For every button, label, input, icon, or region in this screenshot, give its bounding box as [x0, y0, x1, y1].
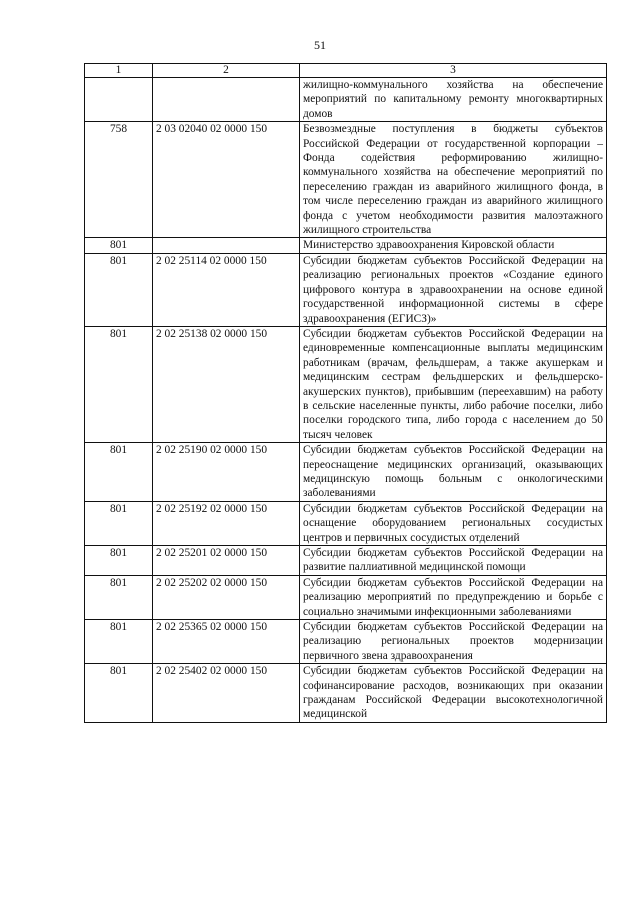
table-row [85, 575, 607, 619]
table-row [85, 122, 607, 238]
admin-code-cell: 801 [85, 501, 153, 545]
header-col-1: 1 [85, 64, 153, 78]
header-col-2: 2 [153, 64, 300, 78]
revenue-name-cell: жилищно-коммунального хозяйства на обеспечение мероприятий по капитальному ремонту многоквартирных домов [300, 78, 607, 122]
budget-code-cell: 2 02 25402 02 0000 150 [153, 664, 300, 723]
table-row [85, 443, 607, 502]
budget-code-cell: 2 02 25190 02 0000 150 [153, 443, 300, 502]
revenue-name-cell: Субсидии бюджетам субъектов Российской Федерации на единовременные компенсационные выплаты медицинским работникам (врачам, фельдшерам, а также акушеркам и медицинским сестрам фельдшерских и фельдшерско-акушерских пунктов), прибывшим (переехавшим) на работу в сельские населенные пункты, либо рабочие поселки, либо поселки городского типа, либо города с населением до 50 тысяч человек [300, 326, 607, 442]
table-row [85, 664, 607, 723]
admin-code-cell: 801 [85, 546, 153, 576]
budget-code-cell: 2 02 25192 02 0000 150 [153, 501, 300, 545]
revenue-name-cell: Субсидии бюджетам субъектов Российской Федерации на переоснащение медицинских организаций, оказывающих медицинскую помощь больным с онкологическими заболеваниями [300, 443, 607, 502]
admin-code-cell: 801 [85, 443, 153, 502]
revenue-name-cell: Безвозмездные поступления в бюджеты субъектов Российской Федерации от государственной корпорации – Фонда содействия реформированию жилищно-коммунального хозяйства на обеспечение мероприятий по переселению граждан из аварийного жилищного фонда, в том числе переселению граждан из аварийного жилищного фонда с учетом необходимости развития малоэтажного жилищного строительства [300, 122, 607, 238]
admin-code-cell: 801 [85, 238, 153, 253]
admin-code-cell: 801 [85, 620, 153, 664]
budget-code-cell: 2 03 02040 02 0000 150 [153, 122, 300, 238]
admin-code-cell: 758 [85, 122, 153, 238]
admin-code-cell: 801 [85, 664, 153, 723]
revenue-name-cell: Субсидии бюджетам субъектов Российской Федерации на софинансирование расходов, возникающих при оказании гражданам Российской Федерации высокотехнологичной медицинской [300, 664, 607, 723]
header-col-3: 3 [300, 64, 607, 78]
admin-code-cell [85, 78, 153, 122]
table-header-row [85, 64, 607, 78]
revenue-name-cell: Министерство здравоохранения Кировской области [300, 238, 607, 253]
budget-code-cell [153, 238, 300, 253]
admin-code-cell: 801 [85, 253, 153, 326]
admin-code-cell: 801 [85, 575, 153, 619]
budget-code-cell: 2 02 25365 02 0000 150 [153, 620, 300, 664]
revenue-codes-table [84, 63, 607, 723]
table-row [85, 620, 607, 664]
table-row [85, 326, 607, 442]
revenue-name-cell: Субсидии бюджетам субъектов Российской Федерации на реализацию мероприятий по предупреждению и борьбе с социально значимыми инфекционными заболеваниями [300, 575, 607, 619]
budget-code-cell: 2 02 25114 02 0000 150 [153, 253, 300, 326]
budget-code-cell: 2 02 25201 02 0000 150 [153, 546, 300, 576]
table-row [85, 546, 607, 576]
table-row [85, 238, 607, 253]
page-number: 51 [314, 38, 326, 52]
budget-code-cell: 2 02 25138 02 0000 150 [153, 326, 300, 442]
admin-code-cell: 801 [85, 326, 153, 442]
revenue-name-cell: Субсидии бюджетам субъектов Российской Федерации на развитие паллиативной медицинской помощи [300, 546, 607, 576]
table-row [85, 501, 607, 545]
budget-code-cell [153, 78, 300, 122]
revenue-name-cell: Субсидии бюджетам субъектов Российской Федерации на реализацию региональных проектов модернизации первичного звена здравоохранения [300, 620, 607, 664]
revenue-name-cell: Субсидии бюджетам субъектов Российской Федерации на оснащение оборудованием региональных сосудистых центров и первичных сосудистых отделений [300, 501, 607, 545]
table-row [85, 78, 607, 122]
table-row [85, 253, 607, 326]
budget-code-cell: 2 02 25202 02 0000 150 [153, 575, 300, 619]
revenue-name-cell: Субсидии бюджетам субъектов Российской Федерации на реализацию региональных проектов «Создание единого цифрового контура в здравоохранении на основе единой государственной информационной системы в сфере здравоохранения (ЕГИСЗ)» [300, 253, 607, 326]
